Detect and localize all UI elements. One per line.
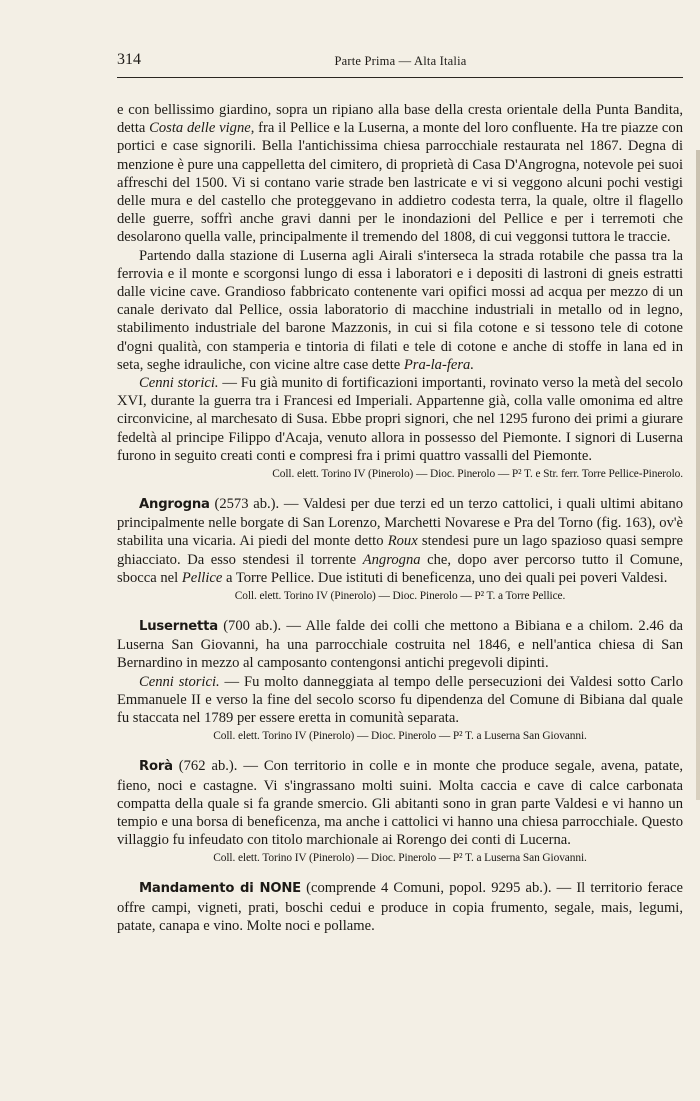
paragraph-luserna-continued: e con bellissimo giardino, sopra un ripiano alla base della cresta orientale della Punta Bandita, detta Costa delle vigne, fra il Pellice e la Luserna, a monte del loro confluente. Ha tre piazze con portici e case signorili. Bella l'antichissima chiesa parrocchiale restaurata nel 1867. Degna di menzione è pure una cappelletta del cimitero, di proprietà di Casa D'Angrogna, notevole pei suoi affreschi del 1500. Vi si contano varie strade ben lastricate e vi si veggono alcuni pochi vestigi delle mura e del castello che proteggevano in addietro codesta terra, la quale, oltre il flagello delle guerre, soffrì anche gravi danni per le inondazioni del Pellice e per i terremoti che desolarono quella valle, principalmente il tremendo del 1808, di cui veggonsi tuttora le traccie.: [117, 102, 683, 246]
reference-note: Coll. elett. Torino IV (Pinerolo) — Dioc. Pinerolo — P² T. a Torre Pellice.: [234, 590, 566, 603]
paragraph-airali: Partendo dalla stazione di Luserna agli Airali s'interseca la strada rotabile che passa tra la ferrovia e il monte e scorgonsi lungo di essa i laboratori e i depositi di lastroni di gneis estratti dalle vicine cave. Grandioso fabbricato contenente vari opifici mossi ad acqua per mezzo di un canale derivato dal Pellice, ossia laboratorio di macchine industriali in metallo od in legno, stabilimento industriale del barone Mazzonis, in cui si fila cotone e si tessono tele di cotone d'ogni qualità, con stamperia e tintoria di filati e tele di cotone e anche di stoffe in lana ed in seta, seghe idrauliche, con vicine altre case dette Pra-la-fera.: [117, 247, 683, 373]
paragraph-cenni-storici: Cenni storici. — Fu molto danneggiata al tempo delle persecuzioni dei Valdesi sotto Carlo Emmanuele II e verso la fine del secolo scorso fu dipendenza del Comune di Bibiana dal quale fu staccata nel 1789 per essere eretta in comunità separata.: [117, 673, 683, 727]
reference-note: Coll. elett. Torino IV (Pinerolo) — Dioc. Pinerolo — P² T. a Luserna San Giovanni.: [213, 730, 587, 743]
body-text: [117, 101, 683, 935]
page-number: 314: [117, 51, 141, 68]
entry-heading: Mandamento di NONE: [139, 881, 301, 897]
entry-rora: Rorà (762 ab.). — Con territorio in colle e in monte che produce segale, avena, patate, fieno, noci e castagne. Vi s'ingrassano molti suini. Molta caccia e cave di calce carbonata compatta della quale si fa grande smercio. Gli abitanti sono in gran parte Valdesi e vi hanno un tempio e una borsa di beneficenza, ma anche i cattolici vi hanno una chiesa parrocchiale. Questo villaggio fu infeudato con titolo marchionale ai Rorengo dei conti di Lucerna.: [117, 758, 683, 849]
place-name-italic: Costa delle vigne: [149, 120, 251, 137]
entry-heading: Angrogna: [139, 497, 210, 513]
entry-heading: Lusernetta: [139, 619, 218, 635]
entry-mandamento-none: Mandamento di NONE (comprende 4 Comuni, popol. 9295 ab.). — Il territorio ferace offre campi, vigneti, prati, boschi cedui e produce in copia frumento, segale, mais, legumi, patate, canapa e vino. Molte noci e pollame.: [117, 880, 683, 934]
page-header: [117, 51, 684, 71]
reference-note: Coll. elett. Torino IV (Pinerolo) — Dioc. Pinerolo — P² T. a Luserna San Giovanni.: [213, 852, 587, 865]
entry-heading: Rorà: [139, 759, 173, 775]
entry-angrogna: Angrogna (2573 ab.). — Valdesi per due terzi ed un terzo cattolici, i quali ultimi abitano principalmente nelle borgate di San Lorenzo, Marchetti Novarese e Pra del Torno (fig. 163), ov'è stabilita una vicaria. Ai piedi del monte detto Roux stendesi pure un lago spazioso quasi sempre ghiacciato. Da esso stendesi il torrente Angrogna che, dopo aver percorso tutto il Comune, sbocca nel Pellice a Torre Pellice. Due istituti di beneficenza, uno dei quali pei poveri Valdesi.: [117, 496, 684, 586]
section-label: Cenni storici.: [139, 673, 220, 690]
entry-lusernetta: Lusernetta (700 ab.). — Alle falde dei colli che mettono a Bibiana e a chilom. 2.46 da Luserna San Giovanni, ha una parrocchiale costruita nel 1846, e nell'antica chiesa di San Bernardino in mezzo al camposanto contengonsi antichi pregevoli dipinti.: [117, 618, 683, 672]
reference-note: Coll. elett. Torino IV (Pinerolo) — Dioc. Pinerolo — P² T. e Str. ferr. Torre Pellice-Pinerolo.: [272, 468, 683, 481]
page-edge-shadow: [696, 150, 700, 800]
paragraph-cenni-storici: Cenni storici. — Fu già munito di fortificazioni importanti, rovinato verso la metà del secolo XVI, durante la guerra tra i Francesi ed Imperiali. Appartenne già, colla valle omonima ed altre circonvicine, al marchesato di Susa. Ebbe propri signori, che nel 1295 furono dei primi a giurare fedeltà al principe Filippo d'Acaja, venuto allora in possesso del Piemonte. I signori di Luserna furono in seguito creati conti e compresi fra i primi quattro vassalli del Piemonte.: [117, 375, 683, 464]
place-name-italic: Pra-la-fera.: [403, 356, 474, 373]
section-label: Cenni storici.: [139, 375, 219, 392]
running-head: Parte Prima — Alta Italia: [334, 54, 467, 68]
header-rule: [117, 77, 683, 78]
